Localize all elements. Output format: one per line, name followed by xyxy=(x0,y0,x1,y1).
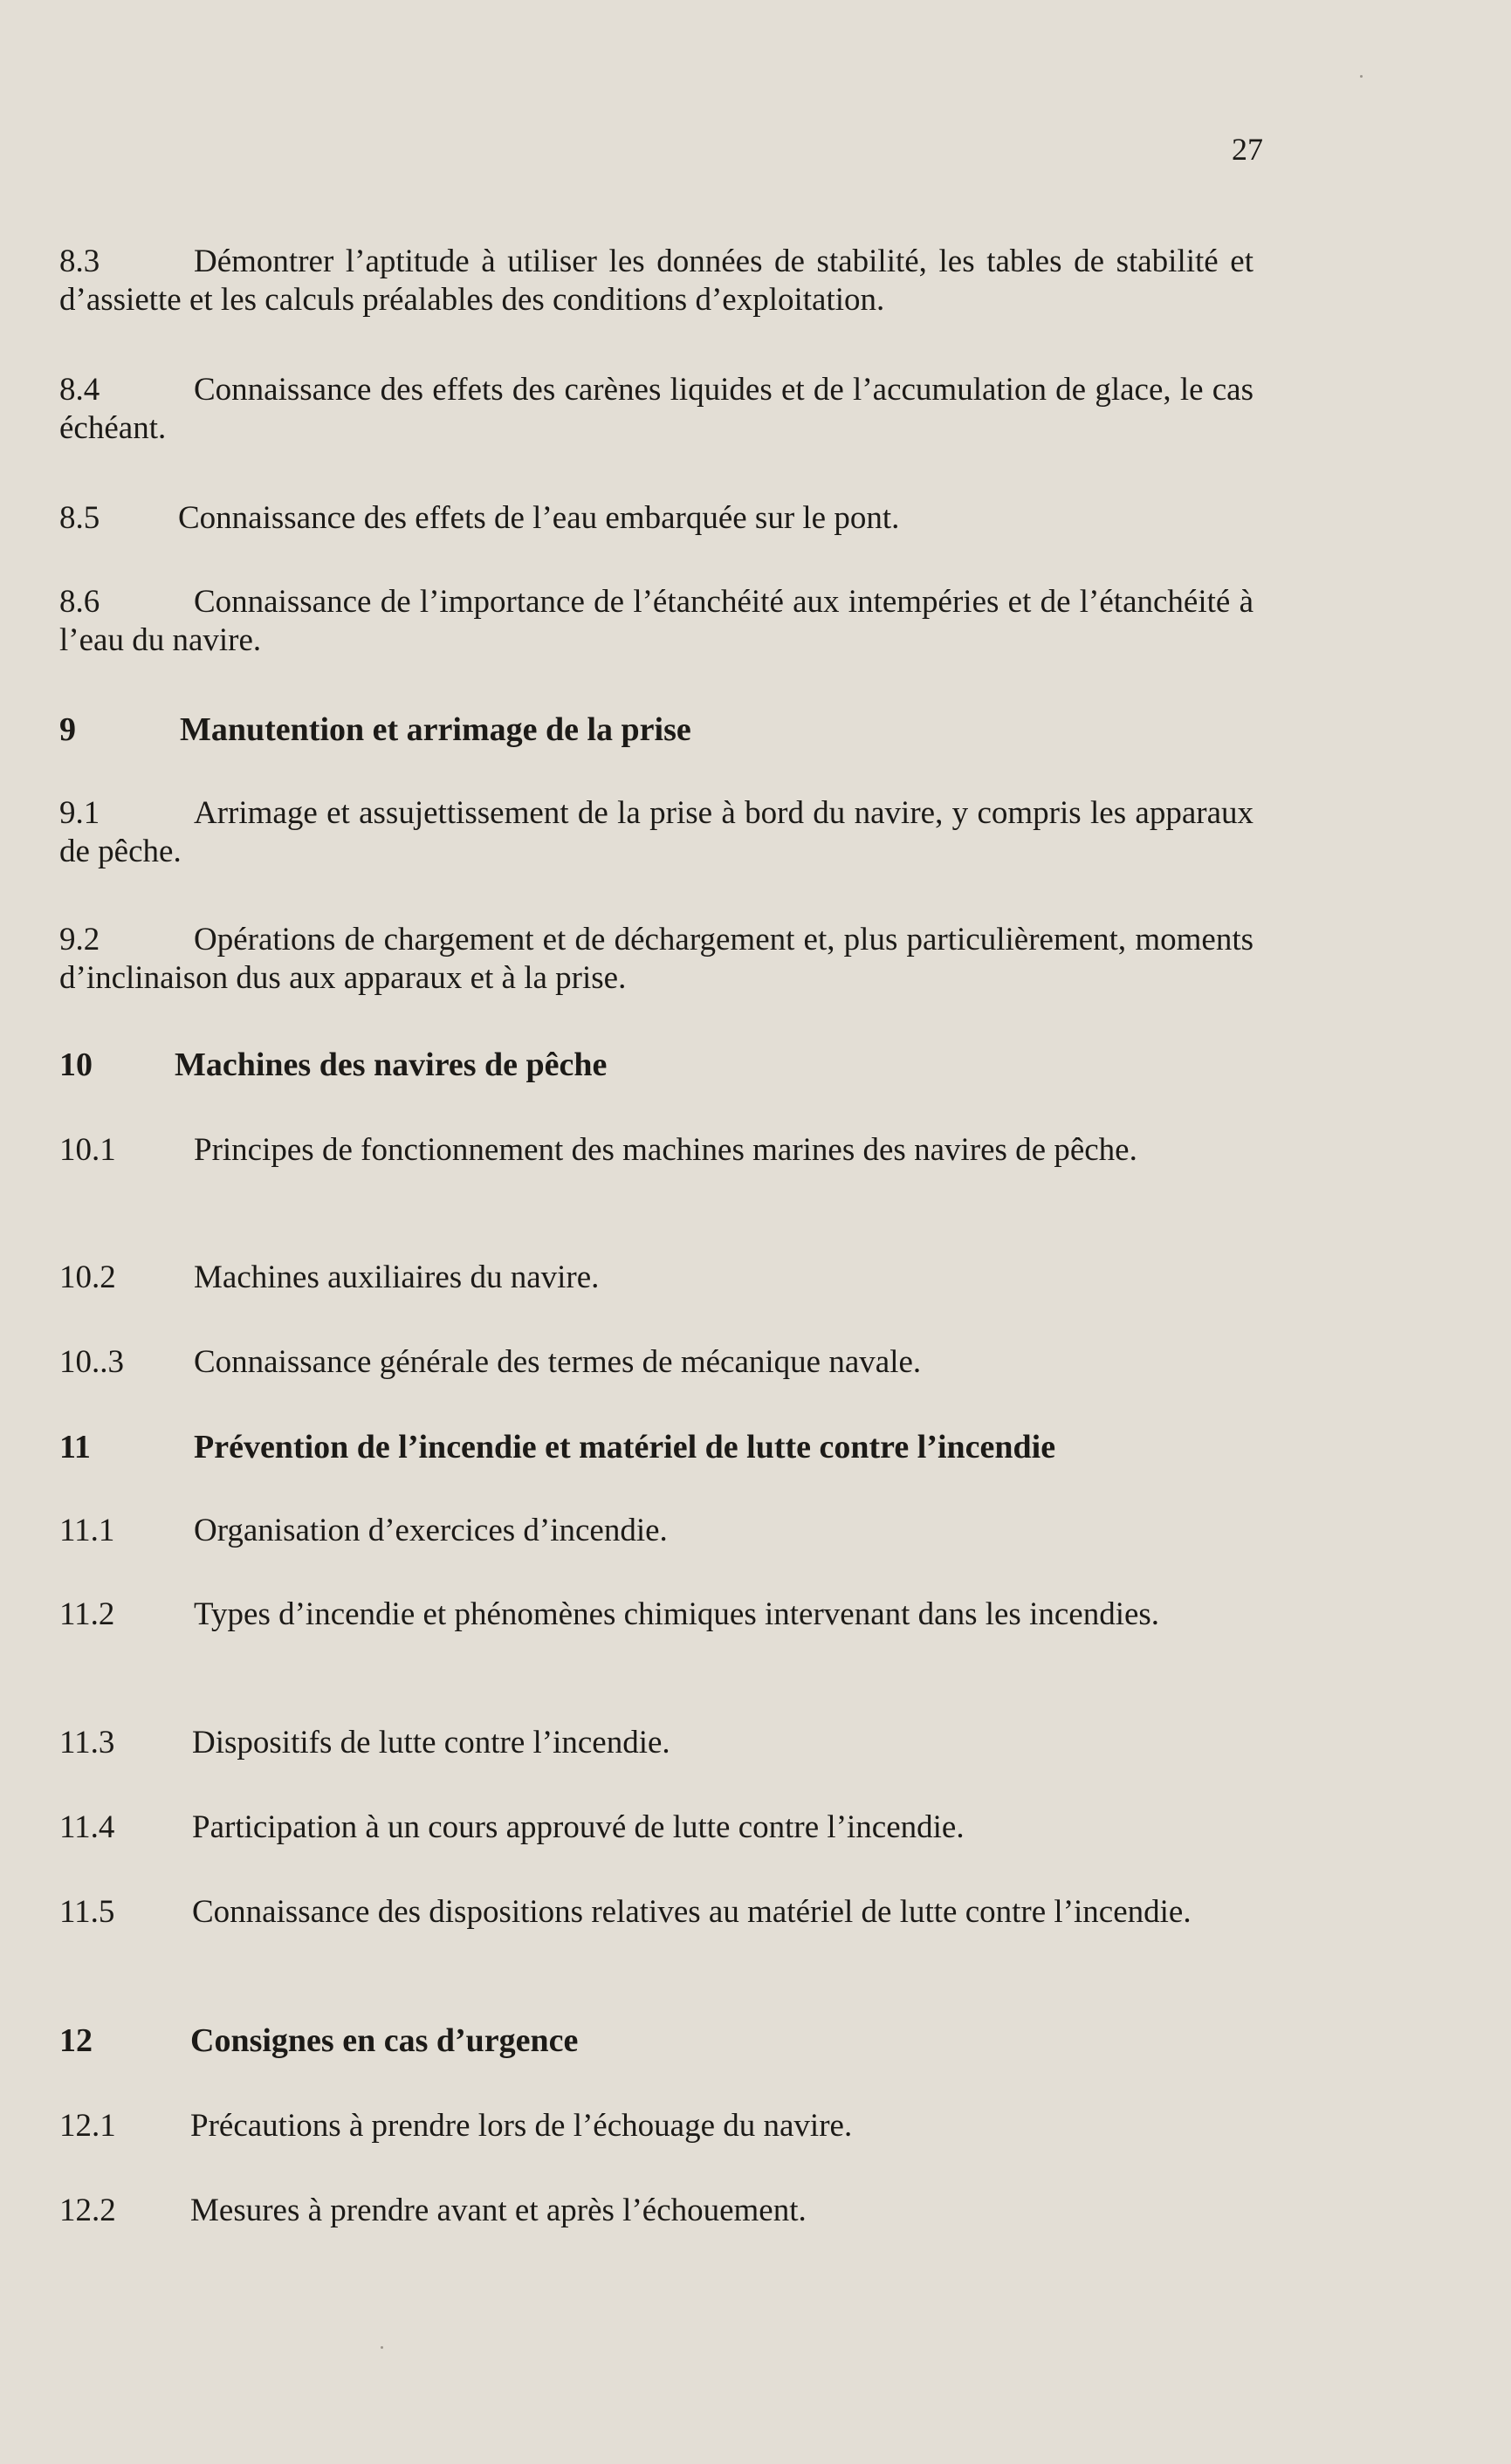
section-title: Prévention de l’incendie et matériel de lutte contre l’incendie xyxy=(194,1429,1056,1465)
item-number: 10..3 xyxy=(59,1344,124,1380)
list-item xyxy=(59,1893,1253,1932)
page-number: 27 xyxy=(1232,132,1263,167)
item-number: 8.4 xyxy=(59,372,100,408)
list-item xyxy=(59,1809,1253,1847)
item-number: 8.5 xyxy=(59,500,100,536)
list-item xyxy=(59,583,1253,660)
item-text: Connaissance des effets de l’eau embarquée sur le pont. xyxy=(178,500,900,536)
section-title: Machines des navires de pêche xyxy=(175,1047,608,1083)
section-heading xyxy=(59,1428,1253,1466)
item-number: 11.5 xyxy=(59,1894,115,1930)
section-heading xyxy=(59,2021,1253,2060)
item-number: 11.4 xyxy=(59,1809,115,1845)
list-item xyxy=(59,1512,1253,1550)
item-text: Organisation d’exercices d’incendie. xyxy=(194,1513,668,1548)
item-number: 9.1 xyxy=(59,795,100,831)
item-number: 8.6 xyxy=(59,584,100,620)
list-item xyxy=(59,1259,1253,1297)
section-heading xyxy=(59,1046,1253,1084)
list-item xyxy=(59,1131,1253,1170)
item-text: Connaissance des dispositions relatives au matériel de lutte contre l’incendie. xyxy=(192,1894,1192,1930)
item-text: Mesures à prendre avant et après l’échouement. xyxy=(190,2193,807,2228)
item-text: Dispositifs de lutte contre l’incendie. xyxy=(192,1725,670,1760)
list-item xyxy=(59,2192,1253,2230)
list-item xyxy=(59,1343,1253,1382)
item-number: 12.1 xyxy=(59,2108,116,2144)
item-number: 10.1 xyxy=(59,1132,116,1168)
list-item xyxy=(59,1724,1253,1762)
item-text: Connaissance de l’importance de l’étanchéité aux intempéries et de l’étanchéité à l’eau du navire. xyxy=(59,584,1253,658)
item-text: Arrimage et assujettissement de la prise à bord du navire, y compris les apparaux de pêche. xyxy=(59,795,1253,869)
item-text: Précautions à prendre lors de l’échouage du navire. xyxy=(190,2108,853,2144)
item-number: 11.2 xyxy=(59,1596,115,1632)
list-item xyxy=(59,243,1253,319)
item-text: Démontrer l’aptitude à utiliser les données de stabilité, les tables de stabilité et d’assiette et les calculs préalables des conditions d’exploitation. xyxy=(59,244,1253,318)
item-number: 8.3 xyxy=(59,244,100,279)
section-number: 10 xyxy=(59,1047,93,1083)
item-text: Machines auxiliaires du navire. xyxy=(194,1259,600,1295)
item-text: Connaissance des effets des carènes liquides et de l’accumulation de glace, le cas échéant. xyxy=(59,372,1253,446)
item-text: Opérations de chargement et de déchargement et, plus particulièrement, moments d’inclinaison dus aux apparaux et à la prise. xyxy=(59,922,1253,996)
list-item xyxy=(59,921,1253,998)
list-item xyxy=(59,499,1253,538)
item-text: Types d’incendie et phénomènes chimiques intervenant dans les incendies. xyxy=(194,1596,1160,1632)
item-text: Connaissance générale des termes de mécanique navale. xyxy=(194,1344,922,1380)
section-title: Manutention et arrimage de la prise xyxy=(180,711,691,748)
paper-speck xyxy=(381,2346,383,2349)
list-item xyxy=(59,371,1253,448)
item-text: Principes de fonctionnement des machines marines des navires de pêche. xyxy=(194,1132,1137,1168)
section-number: 9 xyxy=(59,711,76,748)
item-number: 9.2 xyxy=(59,922,100,957)
item-number: 10.2 xyxy=(59,1259,116,1295)
paper-speck xyxy=(1360,75,1363,78)
section-title: Consignes en cas d’urgence xyxy=(190,2022,579,2059)
section-number: 12 xyxy=(59,2022,93,2059)
list-item xyxy=(59,794,1253,871)
list-item xyxy=(59,2107,1253,2145)
section-number: 11 xyxy=(59,1429,91,1465)
item-text: Participation à un cours approuvé de lutte contre l’incendie. xyxy=(192,1809,965,1845)
item-number: 12.2 xyxy=(59,2193,116,2228)
item-number: 11.3 xyxy=(59,1725,115,1760)
section-heading xyxy=(59,710,1253,749)
item-number: 11.1 xyxy=(59,1513,115,1548)
list-item xyxy=(59,1596,1253,1634)
